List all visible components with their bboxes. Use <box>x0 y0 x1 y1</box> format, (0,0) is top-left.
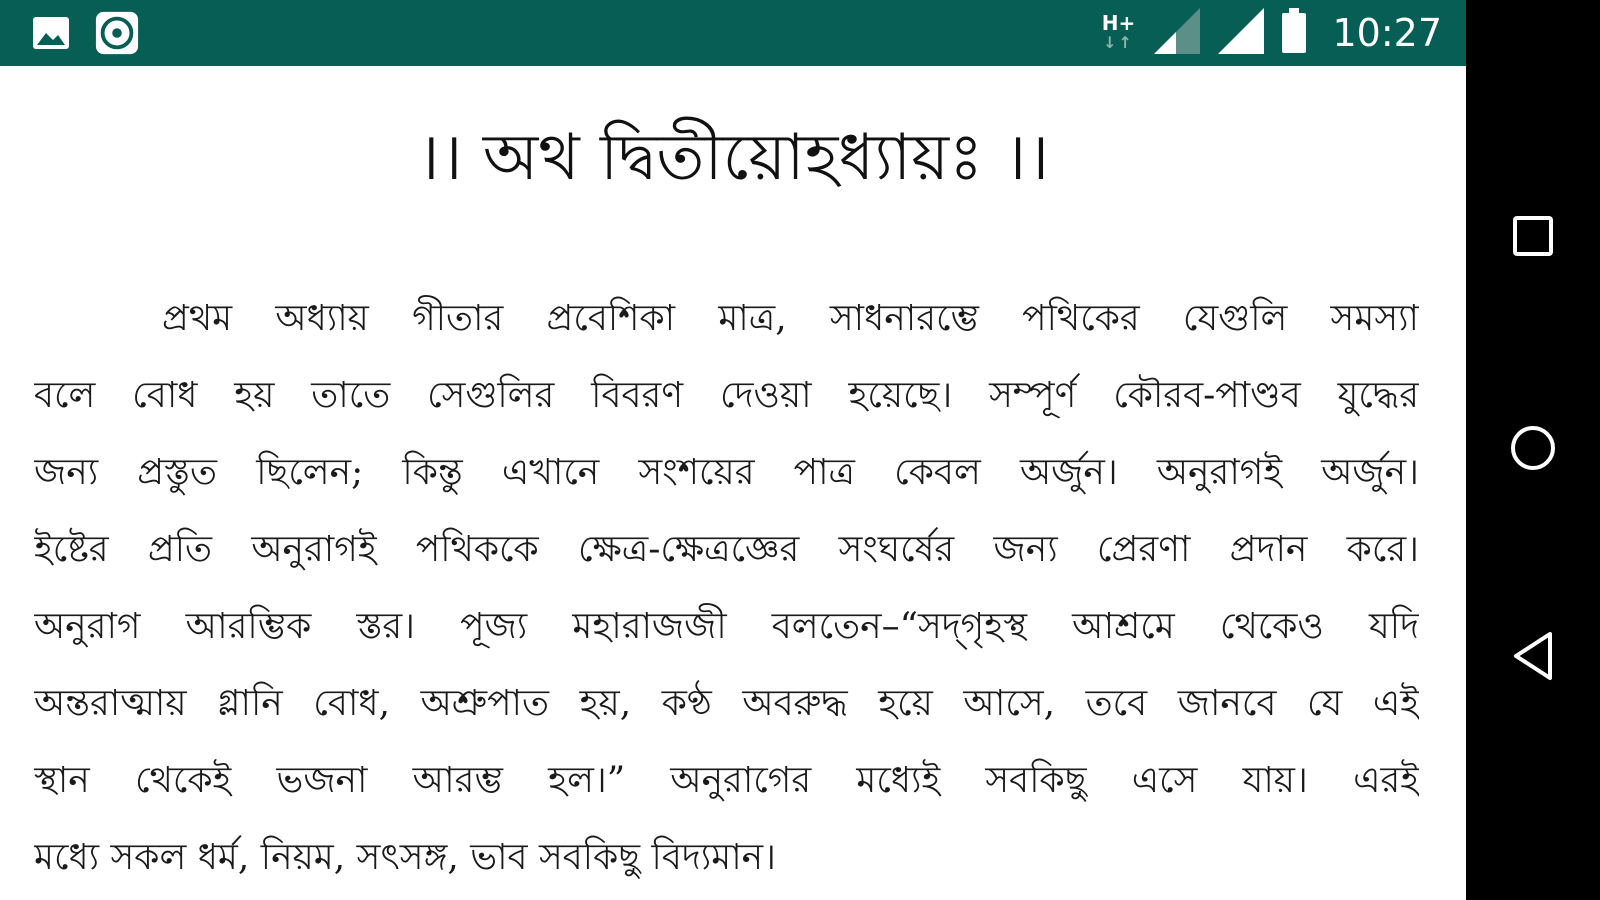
paragraph-line: প্রথম অধ্যায় গীতার প্রবেশিকা মাত্র, সাধনারম্ভে পথিকের যেগুলি সমস্যা <box>162 298 1419 339</box>
paragraph-line: অনুরাগ আরম্ভিক স্তর। পূজ্য মহারাজজী বলতেন–“সদ্‌গৃহস্থ আশ্রমে থেকেও যদি <box>34 606 1419 647</box>
chapter-paragraph <box>34 280 1419 896</box>
signal-strength-2-icon <box>1216 6 1266 60</box>
network-type-indicator <box>1098 13 1138 53</box>
recents-button[interactable] <box>1493 196 1573 276</box>
network-type-label: H+ <box>1101 11 1136 35</box>
paragraph-line: জন্য প্রস্তুত ছিলেন; কিন্তু এখানে সংশয়ের পাত্র কেবল অর্জুন। অনুরাগই অর্জুন। <box>34 452 1419 493</box>
home-button[interactable] <box>1493 408 1573 488</box>
signal-strength-1-icon <box>1152 6 1202 60</box>
status-bar <box>0 0 1466 66</box>
paragraph-line: ইষ্টের প্রতি অনুরাগই পথিককে ক্ষেত্র-ক্ষেত্রজ্ঞের সংঘর্ষের জন্য প্রেরণা প্রদান করে। <box>34 529 1419 570</box>
circle-icon <box>1508 423 1558 473</box>
reading-content[interactable] <box>0 66 1466 900</box>
back-triangle-icon <box>1510 630 1556 682</box>
paragraph-line: বলে বোধ হয় তাতে সেগুলির বিবরণ দেওয়া হয়েছে। সম্পূর্ণ কৌরব-পাণ্ডব যুদ্ধের <box>34 375 1419 416</box>
battery-icon <box>1280 8 1308 58</box>
status-clock: 10:27 <box>1332 11 1442 55</box>
square-icon <box>1511 214 1555 258</box>
network-activity-arrows: ↓↑ <box>1103 33 1134 52</box>
image-notification-icon <box>28 10 74 56</box>
navigation-bar <box>1466 0 1600 900</box>
paragraph-line: অন্তরাত্মায় গ্লানি বোধ, অশ্রুপাত হয়, কণ্ঠ অবরুদ্ধ হয়ে আসে, তবে জানবে যে এই <box>34 683 1419 724</box>
back-button[interactable] <box>1493 616 1573 696</box>
paragraph-line: মধ্যে সকল ধর্ম, নিয়ম, সৎসঙ্গ, ভাব সবকিছু বিদ্যমান। <box>34 837 777 878</box>
chapter-title: ।। অথ দ্বিতীয়োহধ্যায়ঃ ।। <box>416 121 1050 195</box>
record-notification-icon <box>94 10 140 56</box>
paragraph-line: স্থান থেকেই ভজনা আরম্ভ হল।” অনুরাগের মধ্যেই সবকিছু এসে যায়। এরই <box>34 760 1419 801</box>
